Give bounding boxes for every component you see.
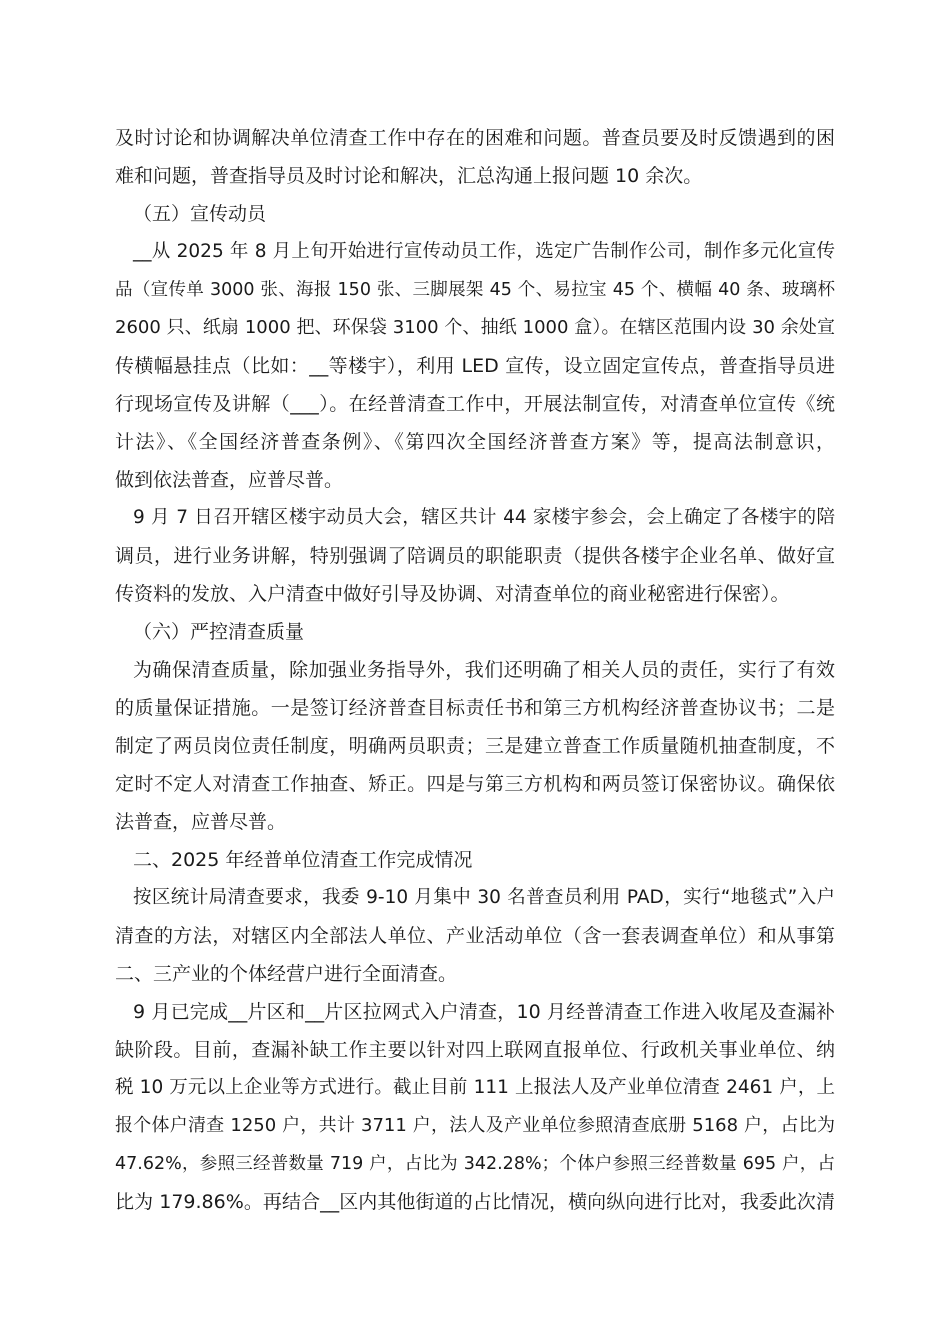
text-line: 9 月 7 日召开辖区楼宇动员大会，辖区共计 44 家楼宇参会，会上确定了各楼宇的陪 [133,507,835,528]
text-line: 2600 只、纸扇 1000 把、环保袋 3100 个、抽纸 1000 盒）。在辖区范围内设 30 余处宣 [115,317,835,338]
text-line: 定时不定人对清查工作抽查、矫正。四是与第三方机构和两员签订保密协议。确保依 [115,773,835,795]
text-line: 缺阶段。目前，查漏补缺工作主要以针对四上联网直报单位、行政机关事业单位、纳 [115,1039,835,1061]
text-line: 为确保清查质量，除加强业务指导外，我们还明确了相关人员的责任，实行了有效 [133,659,835,681]
text-line: 难和问题，普查指导员及时讨论和解决，汇总沟通上报问题 10 余次。 [115,165,703,187]
text-line: 品（宣传单 3000 张、海报 150 张、三脚展架 45 个、易拉宝 45 个、横幅 40 条、玻璃杯 [115,280,835,300]
text-line: 做到依法普查，应普尽普。 [115,469,344,491]
text-line: 47.62%，参照三经普数量 719 户，占比为 342.28%；个体户参照三经普数量 695 户，占 [115,1154,835,1174]
text-line: 及时讨论和协调解决单位清查工作中存在的困难和问题。普查员要及时反馈遇到的困 [115,127,835,149]
text-line: 9 月已完成__片区和__片区拉网式入户清查，10 月经普清查工作进入收尾及查漏补 [133,1001,835,1023]
section-heading: （五）宣传动员 [133,203,267,225]
text-line: 比为 179.86%。再结合__区内其他街道的占比情况，横向纵向进行比对，我委此次清 [115,1191,835,1213]
section-heading: （六）严控清查质量 [133,621,305,643]
text-line: __从 2025 年 8 月上旬开始进行宣传动员工作，选定广告制作公司，制作多元化宣传 [133,241,835,262]
section-heading: 二、2025 年经普单位清查工作完成情况 [133,849,473,871]
text-line: 行现场宣传及讲解（___）。在经普清查工作中，开展法制宣传，对清查单位宣传《统 [115,393,835,415]
text-line: 调员，进行业务讲解，特别强调了陪调员的职能职责（提供各楼宇企业名单、做好宣 [115,545,835,567]
text-line: 传横幅悬挂点（比如：__等楼宇），利用 LED 宣传，设立固定宣传点，普查指导员进 [115,355,835,377]
text-line: 报个体户清查 1250 户，共计 3711 户，法人及产业单位参照清查底册 5168 户，占比为 [115,1115,835,1136]
text-line: 清查的方法，对辖区内全部法人单位、产业活动单位（含一套表调查单位）和从事第 [115,925,835,947]
text-line: 法普查，应普尽普。 [115,811,287,833]
text-line: 的质量保证措施。一是签订经济普查目标责任书和第三方机构经济普查协议书；二是 [115,697,835,719]
text-line: 二、三产业的个体经营户进行全面清查。 [115,963,458,985]
text-line: 传资料的发放、入户清查中做好引导及协调、对清查单位的商业秘密进行保密）。 [115,583,790,605]
text-line: 按区统计局清查要求，我委 9-10 月集中 30 名普查员利用 PAD，实行“地毯式”入户 [133,887,835,908]
text-line: 制定了两员岗位责任制度，明确两员职责；三是建立普查工作质量随机抽查制度，不 [115,735,835,757]
text-line: 税 10 万元以上企业等方式进行。截止目前 111 上报法人及产业单位清查 2461 户，上 [115,1077,835,1098]
text-line: 计法》、《全国经济普查条例》、《第四次全国经济普查方案》等，提高法制意识， [115,431,835,453]
